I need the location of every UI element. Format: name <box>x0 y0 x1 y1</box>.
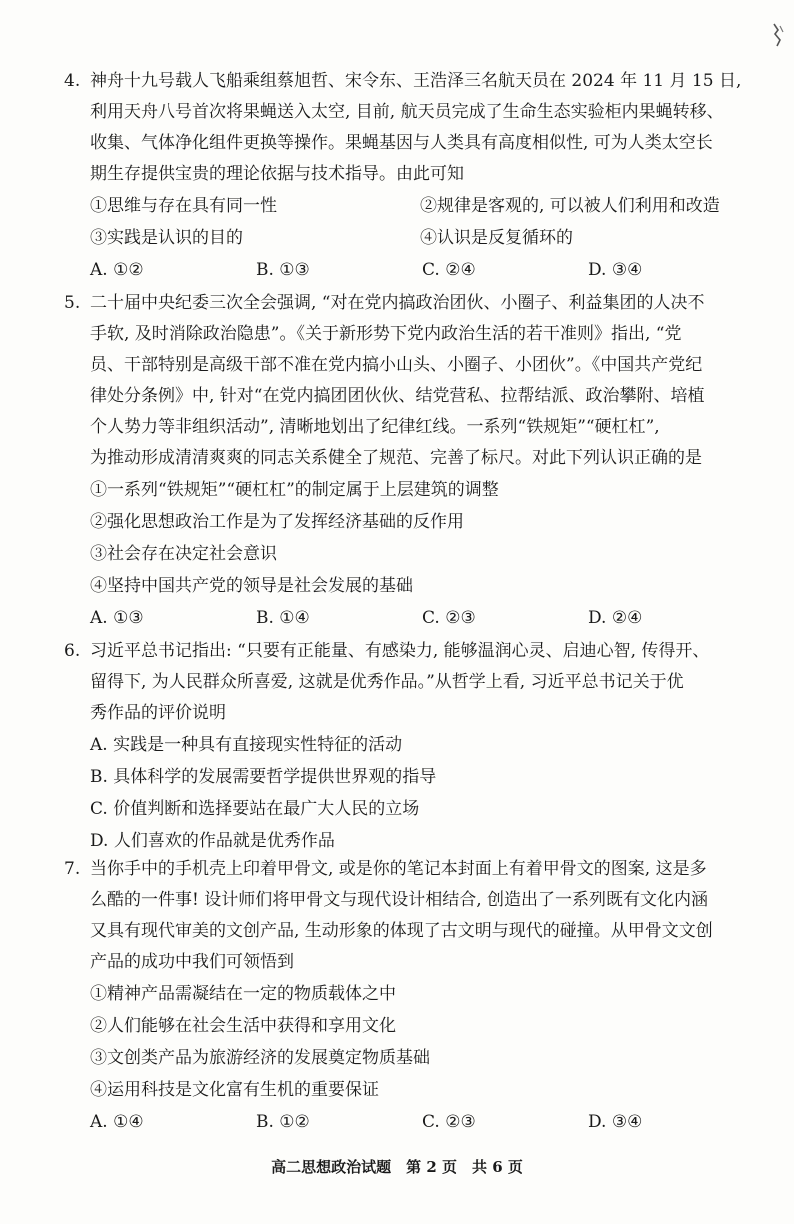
q7-answer-a[interactable]: A. ①④ <box>90 1112 144 1132</box>
question-4 <box>64 66 754 286</box>
q7-answer-c[interactable]: C. ②③ <box>422 1112 476 1132</box>
q4-statement-3: ③实践是认识的目的 <box>90 228 243 248</box>
q7-line-3: 又具有现代审美的文创产品, 生动形象的体现了古文明与现代的碰撞。从甲骨文文创 <box>90 921 713 941</box>
q5-line-3: 员、干部特别是高级干部不准在党内搞小山头、小圈子、小团伙”。《中国共产党纪 <box>90 355 703 375</box>
q4-answer-c[interactable]: C. ②④ <box>422 260 476 280</box>
q4-answer-row <box>64 254 754 286</box>
q4-statements-row-2 <box>64 222 754 254</box>
q5-number: 5. <box>64 293 81 313</box>
q4-line-2: 利用天舟八号首次将果蝇送入太空, 目前, 航天员完成了生命生态实验柜内果蝇转移、 <box>90 102 724 122</box>
q6-option-b[interactable]: B. 具体科学的发展需要哲学提供世界观的指导 <box>90 767 437 787</box>
q5-line-2: 手软, 及时消除政治隐患”。《关于新形势下党内政治生活的若干准则》指出, “党 <box>90 324 682 344</box>
q4-answer-b[interactable]: B. ①③ <box>256 260 310 280</box>
q5-line-5: 个人势力等非组织活动”, 清晰地划出了纪律红线。一系列“铁规矩”“硬杠杠”, <box>90 417 660 437</box>
q6-option-d[interactable]: D. 人们喜欢的作品就是优秀作品 <box>90 831 335 851</box>
question-6 <box>64 636 754 857</box>
q6-option-a[interactable]: A. 实践是一种具有直接现实性特征的活动 <box>90 735 403 755</box>
q4-number: 4. <box>64 71 81 91</box>
q7-statement-1: ①精神产品需凝结在一定的物质载体之中 <box>90 984 396 1004</box>
q7-answer-d[interactable]: D. ③④ <box>588 1112 643 1132</box>
q5-answer-row <box>64 602 754 634</box>
q5-answer-b[interactable]: B. ①④ <box>256 608 310 628</box>
q4-statement-1: ①思维与存在具有同一性 <box>90 196 277 216</box>
q5-line-4: 律处分条例》中, 针对“在党内搞团团伙伙、结党营私、拉帮结派、政治攀附、培植 <box>90 386 705 406</box>
q5-statement-3: ③社会存在决定社会意识 <box>90 544 277 564</box>
q7-line-2: 么酷的一件事! 设计师们将甲骨文与现代设计相结合, 创造出了一系列既有文化内涵 <box>90 890 709 910</box>
question-7 <box>64 854 754 1138</box>
q4-statements-row-1 <box>64 190 754 222</box>
q5-answer-a[interactable]: A. ①③ <box>90 608 144 628</box>
q7-answer-b[interactable]: B. ①② <box>256 1112 310 1132</box>
q5-statement-2: ②强化思想政治工作是为了发挥经济基础的反作用 <box>90 512 464 532</box>
q6-option-c[interactable]: C. 价值判断和选择要站在最广大人民的立场 <box>90 799 420 819</box>
q4-answer-d[interactable]: D. ③④ <box>588 260 643 280</box>
page-footer: 高二思想政治试题 第 2 页 共 6 页 <box>271 1158 523 1176</box>
q4-statement-4: ④认识是反复循环的 <box>420 228 573 248</box>
q4-line-1: 4. 神舟十九号载人飞船乘组蔡旭哲、宋令东、王浩泽三名航天员在 2024 年 11 月 15 日, <box>64 66 754 97</box>
q5-line-1: 5. 二十届中央纪委三次全会强调, “对在党内搞政治团伙、小圈子、利益集团的人决不 <box>64 288 754 319</box>
q7-answer-row <box>64 1106 754 1138</box>
q7-statement-2: ②人们能够在社会生活中获得和享用文化 <box>90 1016 396 1036</box>
q4-line-3: 收集、气体净化组件更换等操作。果蝇基因与人类具有高度相似性, 可为人类太空长 <box>90 133 713 153</box>
q5-line-6: 为推动形成清清爽爽的同志关系健全了规范、完善了标尺。对此下列认识正确的是 <box>90 448 702 468</box>
q7-line-1: 7. 当你手中的手机壳上印着甲骨文, 或是你的笔记本封面上有着甲骨文的图案, 这是多 <box>64 854 754 885</box>
q5-answer-c[interactable]: C. ②③ <box>422 608 476 628</box>
q6-line-1: 6. 习近平总书记指出: “只要有正能量、有感染力, 能够温润心灵、启迪心智, 传得开、 <box>64 636 754 667</box>
q5-answer-d[interactable]: D. ②④ <box>588 608 643 628</box>
corner-scan-mark <box>768 22 786 48</box>
question-5 <box>64 288 754 634</box>
q6-line-3: 秀作品的评价说明 <box>90 703 226 723</box>
q4-statement-2: ②规律是客观的, 可以被人们利用和改造 <box>420 196 720 216</box>
q4-answer-a[interactable]: A. ①② <box>90 260 144 280</box>
q7-statement-3: ③文创类产品为旅游经济的发展奠定物质基础 <box>90 1048 430 1068</box>
q7-line-4: 产品的成功中我们可领悟到 <box>90 952 294 972</box>
q6-line-2: 留得下, 为人民群众所喜爱, 这就是优秀作品。”从哲学上看, 习近平总书记关于优 <box>90 672 684 692</box>
q4-line-4: 期生存提供宝贵的理论依据与技术指导。由此可知 <box>90 164 464 184</box>
q6-number: 6. <box>64 641 81 661</box>
q7-statement-4: ④运用科技是文化富有生机的重要保证 <box>90 1080 379 1100</box>
q7-number: 7. <box>64 859 81 879</box>
q5-statement-4: ④坚持中国共产党的领导是社会发展的基础 <box>90 576 413 596</box>
q5-statement-1: ①一系列“铁规矩”“硬杠杠”的制定属于上层建筑的调整 <box>90 480 499 500</box>
